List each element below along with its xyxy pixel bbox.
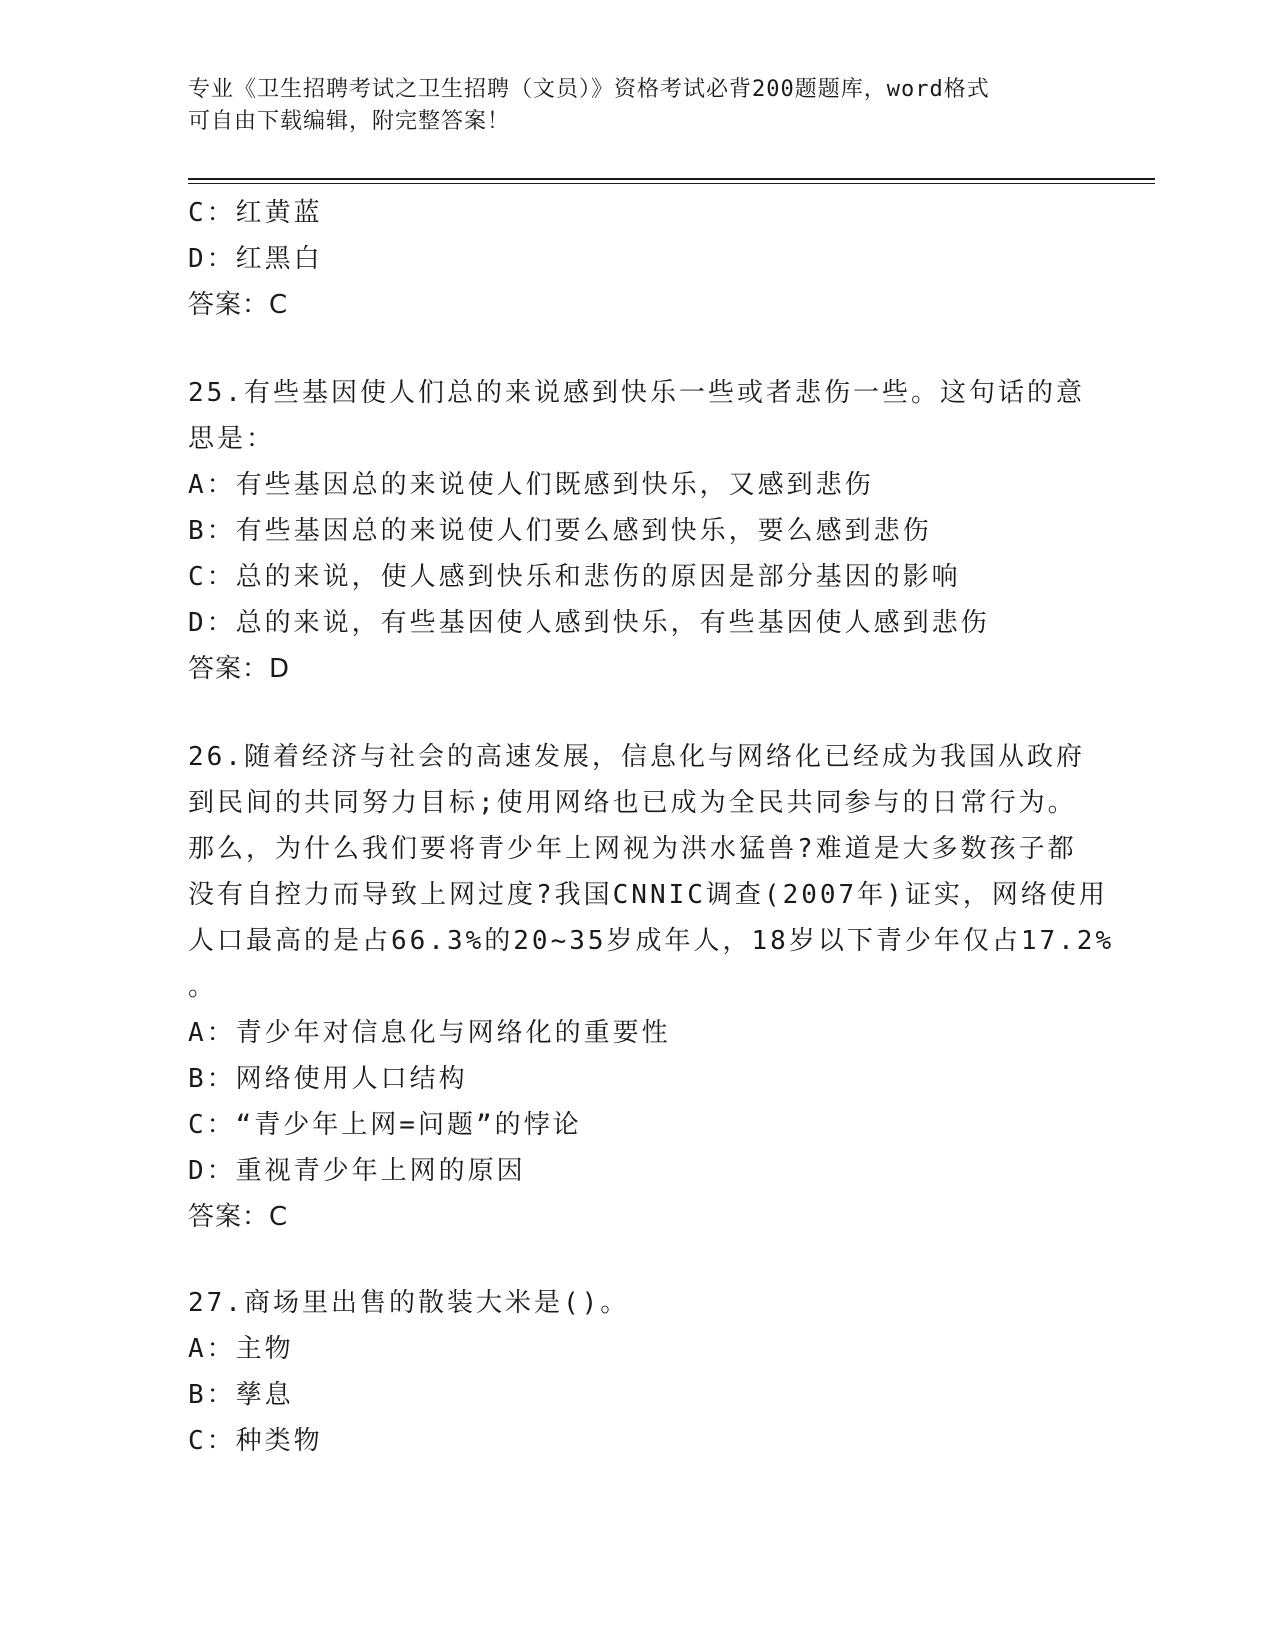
question-stem-line: 没有自控力而导致上网过度?我国CNNIC调查(2007年)证实，网络使用	[188, 880, 1108, 910]
question-27	[188, 1280, 1088, 1464]
option-c: C：“青少年上网=问题”的悖论	[188, 1110, 582, 1140]
option-b: B：有些基因总的来说使人们要么感到快乐，要么感到悲伤	[188, 516, 932, 546]
answer-line: 答案：C	[188, 290, 289, 320]
option-b: B：网络使用人口结构	[188, 1064, 468, 1094]
document-header	[188, 74, 1088, 138]
option-d: D：总的来说，有些基因使人感到快乐，有些基因使人感到悲伤	[188, 608, 990, 638]
question-stem-line: 26.随着经济与社会的高速发展，信息化与网络化已经成为我国从政府	[188, 742, 1085, 772]
question-stem-line: 那么，为什么我们要将青少年上网视为洪水猛兽?难道是大多数孩子都	[188, 834, 1077, 864]
question-25	[188, 370, 1088, 692]
question-stem-line: 。	[188, 972, 218, 1002]
option-a: A：主物	[188, 1334, 294, 1364]
option-d: D：红黑白	[188, 244, 323, 274]
answer-line: 答案：D	[188, 654, 291, 684]
header-line-2: 可自由下载编辑，附完整答案！	[188, 109, 511, 134]
question-content	[188, 190, 1115, 1464]
option-a: A：青少年对信息化与网络化的重要性	[188, 1018, 671, 1048]
question-stem-line: 25.有些基因使人们总的来说感到快乐一些或者悲伤一些。这句话的意	[188, 378, 1085, 408]
option-c: C：总的来说，使人感到快乐和悲伤的原因是部分基因的影响	[188, 562, 961, 592]
option-c: C：种类物	[188, 1426, 323, 1456]
option-c: C：红黄蓝	[188, 198, 323, 228]
question-26	[188, 734, 1115, 1240]
option-b: B：孳息	[188, 1380, 294, 1410]
question-stem-line: 到民间的共同努力目标;使用网络也已成为全民共同参与的日常行为。	[188, 788, 1077, 818]
option-d: D：重视青少年上网的原因	[188, 1156, 526, 1186]
question-stem-line: 人口最高的是占66.3%的20~35岁成年人，18岁以下青少年仅占17.2%	[188, 926, 1115, 956]
question-stem-line: 27.商场里出售的散装大米是()。	[188, 1288, 630, 1318]
header-divider-thick	[188, 178, 1155, 180]
answer-line: 答案：C	[188, 1202, 289, 1232]
header-line-1: 专业《卫生招聘考试之卫生招聘（文员）》资格考试必背200题题库，word格式	[188, 77, 990, 102]
previous-question-tail	[188, 190, 1088, 328]
option-a: A：有些基因总的来说使人们既感到快乐，又感到悲伤	[188, 470, 874, 500]
question-stem-line: 思是：	[188, 424, 276, 454]
header-divider-thin	[188, 183, 1155, 184]
